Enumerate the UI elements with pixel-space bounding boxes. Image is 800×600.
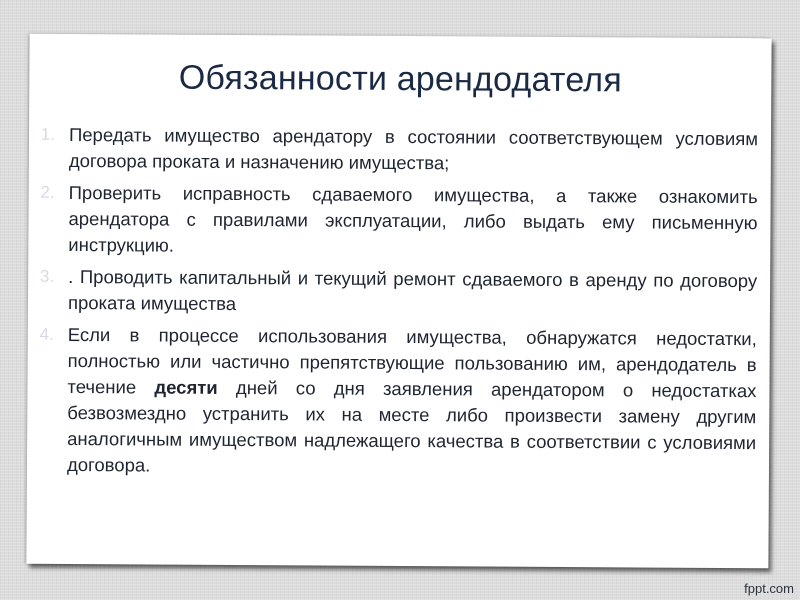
list-item xyxy=(28,180,770,263)
list-item-number: 1. xyxy=(40,124,56,144)
list-item-text-part: дней со дня заявления арендатором о недостатках безвозмездно устранить их на месте либо произвести замену другим аналогичным имуществом надлежащего качества в соответствии с условиями договора. xyxy=(66,377,757,476)
watermark-logo: fppt.com xyxy=(744,581,794,596)
list-item-number: 4. xyxy=(39,324,54,344)
list-item xyxy=(27,322,770,483)
list-item xyxy=(29,122,771,179)
list-item-text xyxy=(67,322,757,482)
slide-card xyxy=(26,34,771,569)
list-item-text-part: Если в процессе использования имущества, обнаружатся недостатки, полностью или частично препятствующие пользованию им, арендодатель в течение xyxy=(67,323,757,398)
list-item-text: Передать имущество арендатору в состоянии соответствующем условиям договора проката и назначению имущества; xyxy=(68,123,759,174)
slide-title: Обязанности арендодателя xyxy=(178,58,623,100)
duties-list xyxy=(27,122,771,489)
list-item-number: 3. xyxy=(39,266,55,286)
list-item-text: Проверить исправность сдаваемого имущества, а также ознакомить арендатора с правилами эксплуатации, либо выдать ему письменную инструкцию. xyxy=(68,181,758,256)
list-item-text: . Проводить капитальный и текущий ремонт сдаваемого в аренду по договору проката имущества xyxy=(67,265,758,315)
list-item-number: 2. xyxy=(40,182,55,202)
list-item xyxy=(28,264,770,321)
emphasized-term: десяти xyxy=(154,376,218,398)
